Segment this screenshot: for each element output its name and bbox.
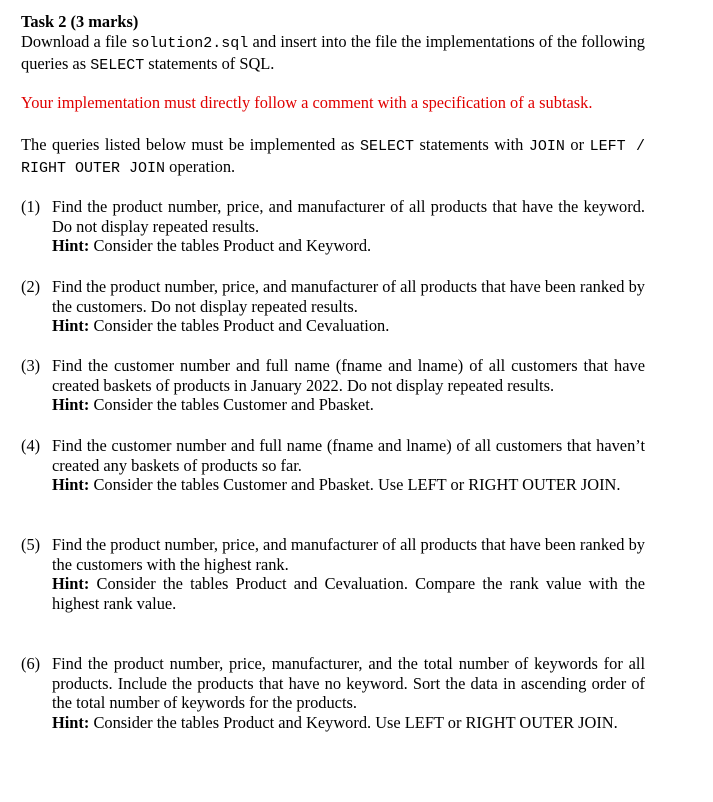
hint-label: Hint: (52, 395, 90, 415)
hint-label: Hint: (52, 574, 90, 594)
query-hint (52, 475, 645, 495)
hint-label: Hint: (52, 712, 90, 732)
query-hint (52, 236, 645, 256)
query-text: Find the product number, price, and manufacturer of all products that have the keyword. Do not display repeated results. (52, 197, 645, 236)
hint-text: Consider the tables Product and Cevaluation. (89, 316, 390, 336)
query-number: (2) (21, 277, 41, 296)
hint-text: Consider the tables Customer and Pbasket. (89, 395, 374, 415)
hint-text: Consider the tables Customer and Pbasket. Use LEFT or RIGHT OUTER JOIN. (89, 475, 621, 495)
query-hint (52, 316, 645, 336)
download-select-keyword: SELECT (90, 57, 145, 74)
intro-end: operation. (165, 157, 236, 176)
hint-text: Consider the tables Product and Keyword. (89, 236, 372, 256)
intro-select-keyword: SELECT (360, 138, 415, 155)
hint-text: Consider the tables Product and Keyword. Use LEFT or RIGHT OUTER JOIN. (89, 712, 618, 732)
query-number: (3) (21, 356, 41, 375)
intro-outer-join-keyword: LEFT / RIGHT OUTER JOIN (21, 138, 645, 177)
query-item-5 (21, 535, 645, 613)
query-hint (52, 574, 645, 613)
download-file-name: solution2.sql (131, 35, 249, 52)
query-item-6 (21, 654, 645, 732)
query-hint (52, 713, 645, 733)
intro-or: or (564, 135, 590, 154)
query-item-1 (21, 197, 645, 256)
query-number: (5) (21, 535, 41, 554)
hint-text: Consider the tables Product and Cevaluation. Compare the rank value with the highest rank value. (52, 574, 645, 613)
task-header (21, 12, 645, 76)
query-text: Find the product number, price, manufacturer, and the total number of keywords for all products. Include the products that have no keyword. Sort the data in ascending order of the total number of keywords for the products. (52, 654, 645, 713)
download-end: statements of SQL. (144, 54, 275, 73)
query-text: Find the customer number and full name (fname and lname) of all customers that haven’t created any baskets of products so far. (52, 436, 645, 475)
intro-mid: statements with (414, 135, 529, 154)
query-text: Find the product number, price, and manufacturer of all products that have been ranked by the customers with the highest rank. (52, 535, 645, 574)
query-item-4 (21, 436, 645, 495)
intro-paragraph (21, 135, 645, 179)
hint-label: Hint: (52, 316, 90, 336)
query-number: (4) (21, 436, 41, 455)
query-item-2 (21, 277, 645, 336)
task-title: Task 2 (3 marks) (21, 12, 139, 31)
download-instruction (21, 32, 645, 76)
query-text: Find the customer number and full name (fname and lname) of all customers that have created baskets of products in January 2022. Do not display repeated results. (52, 356, 645, 395)
intro-prefix: The queries listed below must be implemented as (21, 135, 361, 154)
download-suffix: and insert into the file the implementations of the following queries as (21, 32, 645, 73)
download-prefix: Download a file (21, 32, 132, 51)
intro-block (21, 135, 645, 179)
hint-label: Hint: (52, 475, 90, 495)
query-number: (6) (21, 654, 41, 673)
query-hint (52, 395, 645, 415)
query-text: Find the product number, price, and manufacturer of all products that have been ranked by the customers. Do not display repeated results. (52, 277, 645, 316)
query-number: (1) (21, 197, 41, 216)
hint-label: Hint: (52, 236, 90, 256)
warning-block (21, 93, 645, 113)
implementation-warning: Your implementation must directly follow a comment with a specification of a subtask. (21, 93, 593, 112)
query-item-3 (21, 356, 645, 415)
intro-join-keyword: JOIN (528, 138, 565, 155)
